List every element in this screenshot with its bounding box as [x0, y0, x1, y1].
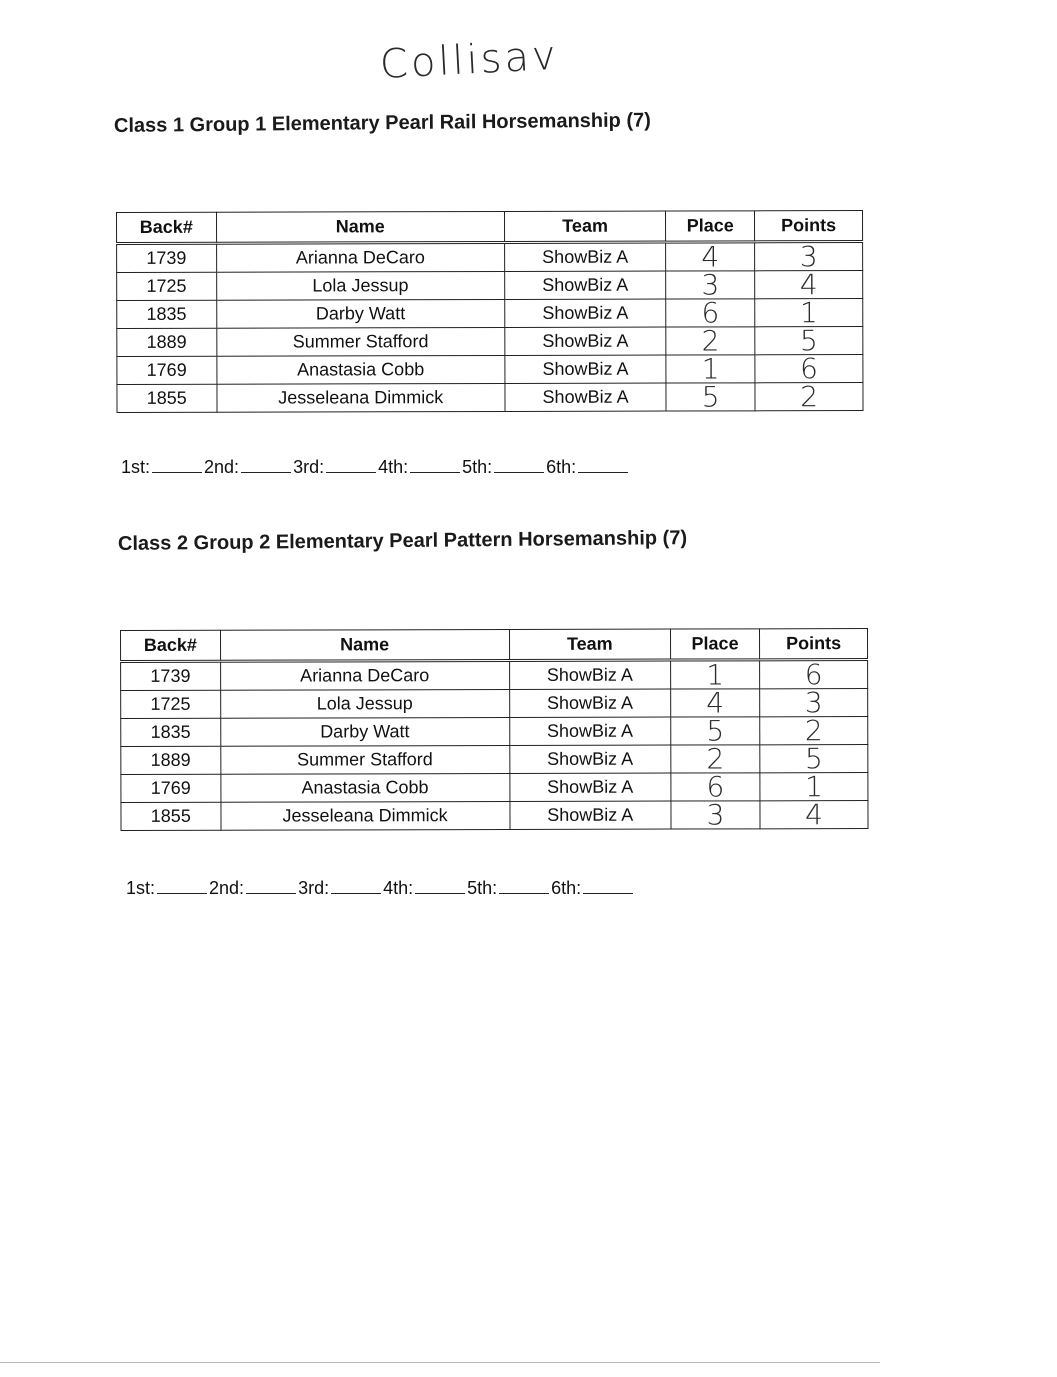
rider-name: Jesseleana Dimmick	[221, 801, 510, 830]
header-points: Points	[760, 629, 868, 660]
back-number: 1835	[117, 300, 217, 328]
place-handwritten: 4	[666, 242, 755, 271]
table-header-row	[117, 211, 863, 244]
back-number: 1725	[121, 690, 221, 718]
rider-name: Jesseleana Dimmick	[216, 383, 505, 412]
placing-label: 1st:	[121, 457, 151, 477]
rider-name: Summer Stafford	[220, 745, 509, 774]
header-back-number: Back#	[117, 212, 217, 243]
place-handwritten: 1	[666, 355, 755, 383]
points-handwritten: 4	[760, 801, 868, 829]
placing-blank[interactable]	[331, 875, 381, 894]
placing-label: 4th:	[383, 878, 414, 898]
points-handwritten: 5	[760, 745, 868, 773]
back-number: 1835	[121, 718, 221, 746]
table-row	[121, 745, 868, 775]
points-handwritten: 2	[755, 383, 863, 411]
rider-name: Anastasia Cobb	[216, 355, 505, 384]
table-row	[117, 355, 863, 385]
back-number: 1769	[117, 356, 217, 384]
scan-edge-line	[0, 1362, 880, 1363]
rider-name: Darby Watt	[220, 717, 509, 746]
points-handwritten: 2	[760, 717, 868, 745]
points-handwritten: 1	[755, 299, 863, 327]
placing-blank[interactable]	[157, 875, 207, 894]
placing-label: 4th:	[378, 457, 409, 477]
header-place: Place	[666, 211, 755, 242]
team: ShowBiz A	[505, 299, 666, 327]
placing-label: 6th:	[546, 457, 577, 477]
placing-blank[interactable]	[152, 454, 202, 473]
points-handwritten: 5	[755, 327, 863, 355]
placing-blank[interactable]	[583, 875, 633, 894]
header-back-number: Back#	[121, 630, 221, 661]
back-number: 1855	[117, 384, 217, 412]
table-row	[117, 242, 863, 273]
points-handwritten: 6	[760, 660, 868, 689]
place-handwritten: 2	[666, 327, 755, 355]
team: ShowBiz A	[509, 773, 670, 801]
table-header-row	[121, 629, 868, 662]
placing-blank[interactable]	[578, 454, 628, 473]
points-handwritten: 3	[755, 242, 863, 271]
placing-label: 1st:	[126, 878, 156, 898]
header-points: Points	[755, 211, 863, 242]
back-number: 1725	[117, 272, 217, 300]
placing-label: 5th:	[462, 457, 493, 477]
header-name: Name	[216, 211, 505, 243]
table-row	[117, 327, 863, 357]
placing-label: 3rd:	[298, 878, 330, 898]
back-number: 1739	[121, 661, 221, 690]
place-handwritten: 5	[671, 717, 760, 745]
points-handwritten: 4	[755, 271, 863, 299]
rider-name: Summer Stafford	[216, 327, 505, 356]
place-handwritten: 4	[671, 689, 760, 717]
class-1-placings-line	[121, 454, 630, 478]
table-row	[121, 801, 868, 831]
placing-blank[interactable]	[499, 875, 549, 894]
place-handwritten: 3	[666, 271, 755, 299]
rider-name: Arianna DeCaro	[220, 660, 509, 690]
table-row	[121, 717, 868, 747]
team: ShowBiz A	[509, 745, 670, 773]
place-handwritten: 2	[671, 745, 760, 773]
team: ShowBiz A	[509, 717, 670, 745]
class-2-title: Class 2 Group 2 Elementary Pearl Pattern Horsemanship (7)	[117, 527, 688, 555]
rider-name: Arianna DeCaro	[216, 242, 505, 272]
team: ShowBiz A	[505, 327, 666, 355]
placing-label: 2nd:	[204, 457, 240, 477]
placing-label: 5th:	[467, 878, 498, 898]
table-row	[121, 773, 868, 803]
placing-blank[interactable]	[494, 454, 544, 473]
class-2-results-table	[120, 628, 869, 831]
placing-blank[interactable]	[246, 875, 296, 894]
placing-blank[interactable]	[326, 454, 376, 473]
placing-blank[interactable]	[415, 875, 465, 894]
placing-label: 3rd:	[293, 457, 325, 477]
back-number: 1769	[121, 774, 221, 802]
table-row	[117, 271, 863, 301]
points-handwritten: 6	[755, 355, 863, 383]
placing-blank[interactable]	[241, 454, 291, 473]
back-number: 1889	[121, 746, 221, 774]
team: ShowBiz A	[505, 271, 666, 299]
points-handwritten: 3	[760, 689, 868, 717]
table-row	[121, 689, 868, 719]
team: ShowBiz A	[509, 660, 670, 689]
team: ShowBiz A	[505, 383, 666, 411]
place-handwritten: 6	[666, 299, 755, 327]
placing-blank[interactable]	[410, 454, 460, 473]
rider-name: Darby Watt	[216, 299, 505, 328]
class-1-title: Class 1 Group 1 Elementary Pearl Rail Horsemanship (7)	[113, 109, 651, 137]
rider-name: Lola Jessup	[220, 689, 509, 718]
place-handwritten: 1	[671, 660, 760, 689]
back-number: 1889	[117, 328, 217, 356]
header-name: Name	[220, 629, 509, 661]
team: ShowBiz A	[505, 355, 666, 383]
table-row	[117, 383, 863, 413]
class-1-results-table	[116, 210, 864, 413]
header-team: Team	[509, 629, 670, 660]
place-handwritten: 5	[666, 383, 755, 411]
rider-name: Anastasia Cobb	[220, 773, 509, 802]
points-handwritten: 1	[760, 773, 868, 801]
back-number: 1855	[121, 802, 221, 830]
header-place: Place	[670, 629, 759, 660]
header-team: Team	[504, 211, 665, 242]
place-handwritten: 6	[671, 773, 760, 801]
place-handwritten: 3	[671, 801, 760, 829]
team: ShowBiz A	[509, 689, 670, 717]
table-row	[117, 299, 863, 329]
placing-label: 6th:	[551, 878, 582, 898]
handwritten-judge-name: Collisav	[378, 32, 560, 88]
team: ShowBiz A	[505, 242, 666, 271]
class-2-placings-line	[126, 875, 635, 899]
table-row	[121, 660, 868, 691]
placing-label: 2nd:	[209, 878, 245, 898]
team: ShowBiz A	[510, 801, 671, 829]
rider-name: Lola Jessup	[216, 271, 505, 300]
back-number: 1739	[117, 243, 217, 272]
